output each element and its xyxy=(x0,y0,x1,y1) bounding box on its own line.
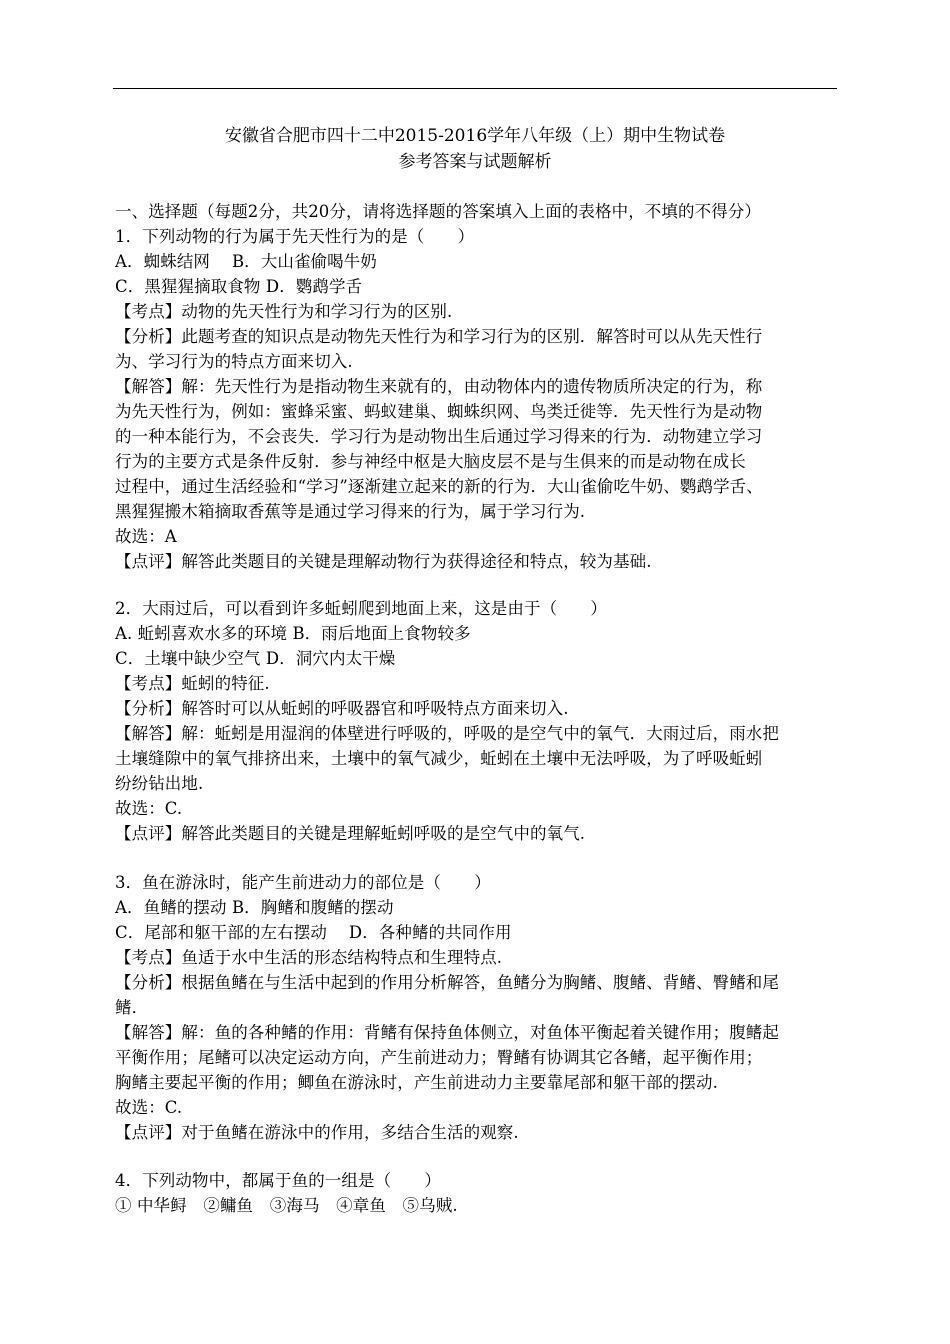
question-line: C．黑猩猩摘取食物 D．鹦鹉学舌 xyxy=(115,277,363,296)
question-line: 胸鳍主要起平衡的作用；鲫鱼在游泳时，产生前进动力主要靠尾部和躯干部的摆动. xyxy=(115,1073,718,1092)
question-line: 【解答】解：蚯蚓是用湿润的体壁进行呼吸的，呼吸的是空气中的氧气．大雨过后，雨水把 xyxy=(115,724,779,743)
question-line: ① 中华鲟 ②鳙鱼 ③海马 ④章鱼 ⑤乌贼. xyxy=(115,1196,458,1215)
question-line: 为、学习行为的特点方面来切入. xyxy=(115,352,353,371)
question-line: C．尾部和躯干部的左右摆动 D．各种鳍的共同作用 xyxy=(115,923,512,942)
question-line: 纷纷钻出地. xyxy=(115,774,204,793)
question-line: 平衡作用；尾鳍可以决定运动方向，产生前进动力；臀鳍有协调其它各鳍，起平衡作用； xyxy=(115,1048,763,1067)
question-line: A. 蚯蚓喜欢水多的环境 B．雨后地面上食物较多 xyxy=(115,624,471,643)
question-line: 【考点】动物的先天性行为和学习行为的区别. xyxy=(115,302,453,321)
question-line: 【分析】解答时可以从蚯蚓的呼吸器官和呼吸特点方面来切入. xyxy=(115,699,569,718)
question-line: 黑猩猩搬木箱摘取香蕉等是通过学习得来的行为，属于学习行为. xyxy=(115,502,586,521)
question-line: 4．下列动物中，都属于鱼的一组是（ ） xyxy=(115,1171,441,1190)
question-line: 【解答】解：先天性行为是指动物生来就有的，由动物体内的遗传物质所决定的行为，称 xyxy=(115,377,763,396)
question-line: 【点评】解答此类题目的关键是理解动物行为获得途径和特点，较为基础. xyxy=(115,552,652,571)
question-line: 行为的主要方式是条件反射．参与神经中枢是大脑皮层不是与生俱来的而是动物在成长 xyxy=(115,452,746,471)
question-line: 过程中，通过生活经验和“学习”逐渐建立起来的新的行为．大山雀偷吃牛奶、鹦鹉学舌、 xyxy=(115,477,763,496)
question-line: 【分析】根据鱼鳍在与生活中起到的作用分析解答，鱼鳍分为胸鳍、腹鳍、背鳍、臀鳍和尾 xyxy=(115,973,779,992)
question-line: 土壤缝隙中的氧气排挤出来，土壤中的氧气减少，蚯蚓在土壤中无法呼吸，为了呼吸蚯蚓 xyxy=(115,749,763,768)
question-line: 【分析】此题考查的知识点是动物先天性行为和学习行为的区别．解答时可以从先天性行 xyxy=(115,327,763,346)
question-line: 为先天性行为，例如：蜜蜂采蜜、蚂蚁建巢、蜘蛛织网、鸟类迁徙等．先天性行为是动物 xyxy=(115,402,763,421)
question-line: 故选：A xyxy=(115,527,177,546)
header-rule xyxy=(113,88,837,89)
question-line: 【点评】对于鱼鳍在游泳中的作用，多结合生活的观察. xyxy=(115,1123,519,1142)
question-line: 3．鱼在游泳时，能产生前进动力的部位是（ ） xyxy=(115,873,491,892)
question-line: 【考点】鱼适于水中生活的形态结构特点和生理特点. xyxy=(115,948,503,967)
question-line: 的一种本能行为，不会丧失．学习行为是动物出生后通过学习得来的行为．动物建立学习 xyxy=(115,427,763,446)
question-line: 【考点】蚯蚓的特征. xyxy=(115,674,270,693)
section-heading: 一、选择题（每题2分，共20分，请将选择题的答案填入上面的表格中，不填的不得分） xyxy=(115,202,761,221)
question-line: A．鱼鳍的摆动 B．胸鳍和腹鳍的摆动 xyxy=(115,898,394,917)
question-line: 鳍． xyxy=(115,998,149,1017)
page-subtitle: 参考答案与试题解析 xyxy=(398,152,552,172)
page-title: 安徽省合肥市四十二中2015-2016学年八年级（上）期中生物试卷 xyxy=(224,126,726,146)
question-line: A．蜘蛛结网 B．大山雀偷喝牛奶 xyxy=(115,252,377,271)
question-line: C．土壤中缺少空气 D．洞穴内太干燥 xyxy=(115,649,396,668)
question-line: 【解答】解：鱼的各种鳍的作用：背鳍有保持鱼体侧立，对鱼体平衡起着关键作用；腹鳍起 xyxy=(115,1023,779,1042)
question-line: 2．大雨过后，可以看到许多蚯蚓爬到地面上来，这是由于（ ） xyxy=(115,599,607,618)
question-line: 故选：C. xyxy=(115,1098,183,1117)
question-line: 1．下列动物的行为属于先天性行为的是（ ） xyxy=(115,227,475,246)
question-line: 【点评】解答此类题目的关键是理解蚯蚓呼吸的是空气中的氧气. xyxy=(115,824,586,843)
question-line: 故选：C. xyxy=(115,799,183,818)
